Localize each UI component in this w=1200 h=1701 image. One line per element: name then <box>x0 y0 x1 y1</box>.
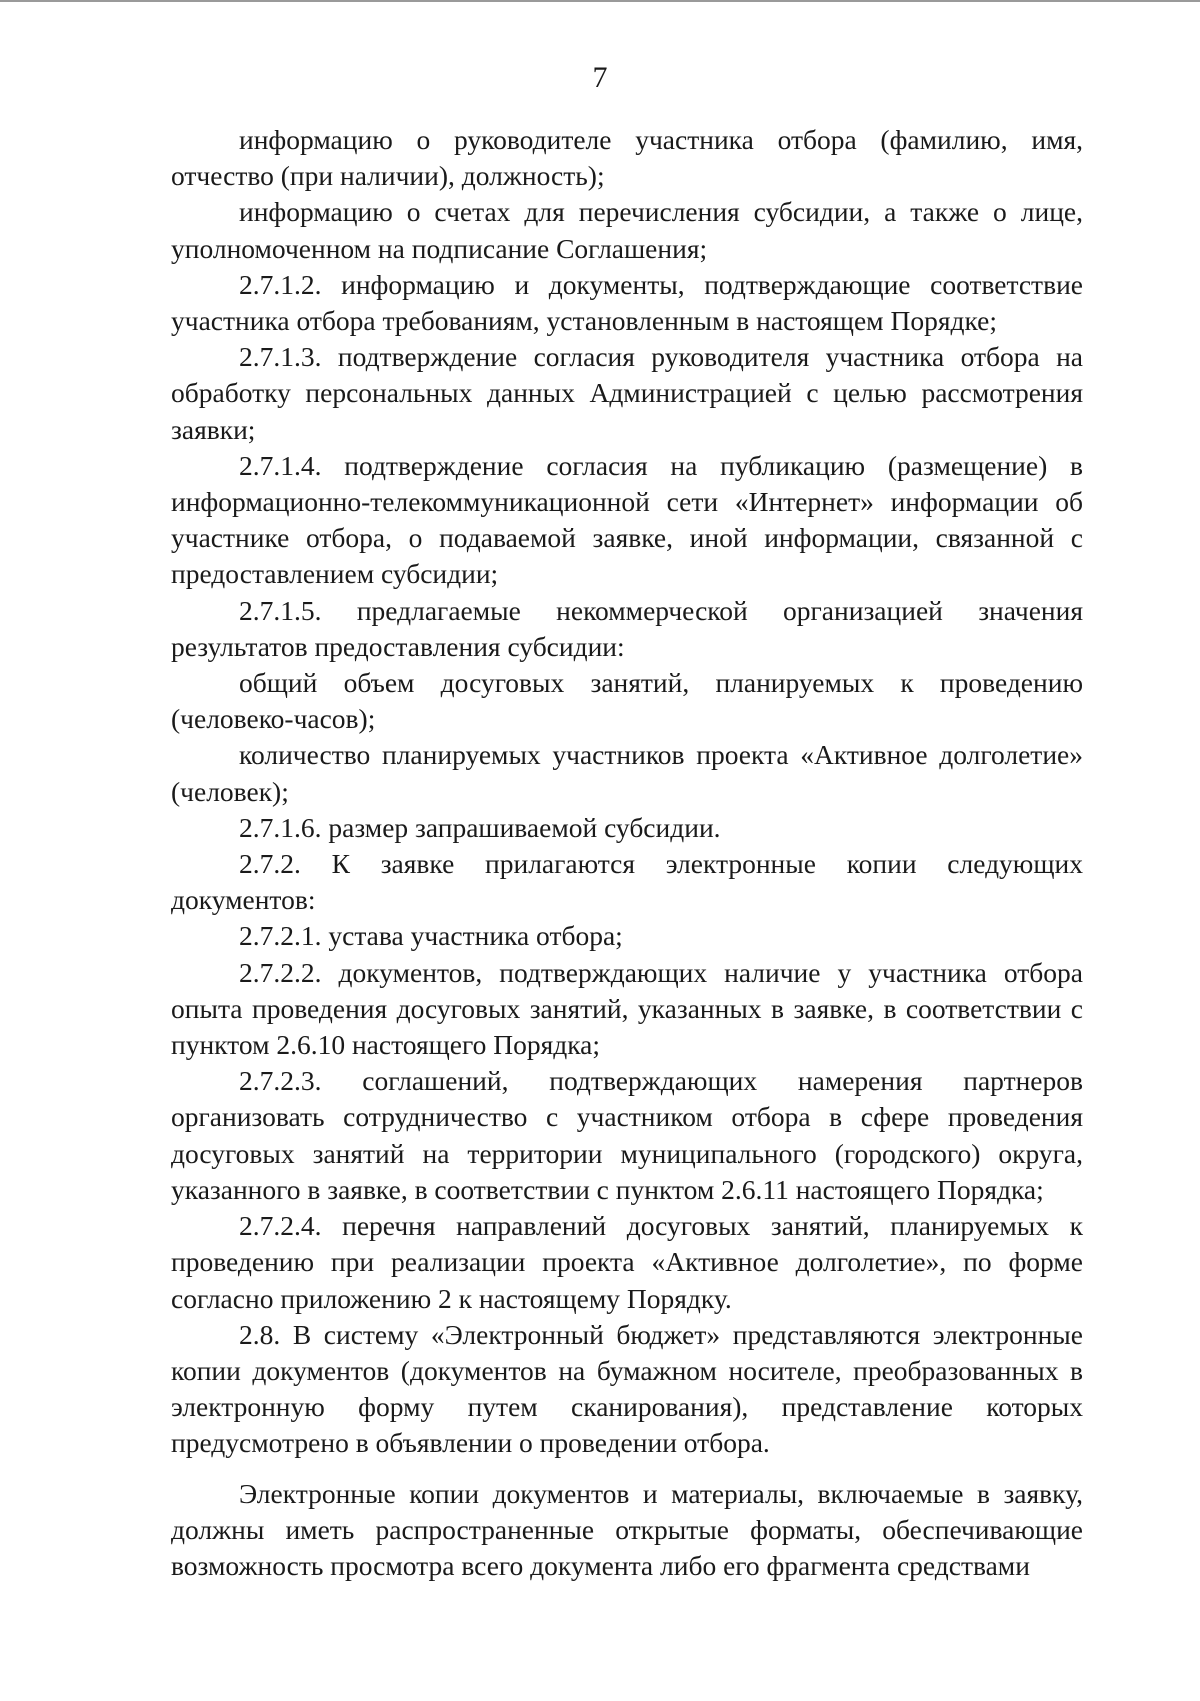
paragraph-leisure-volume: общий объем досуговых занятий, планируемых к проведению (человеко-часов); <box>171 667 1083 735</box>
paragraph-2-7-1-2: 2.7.1.2. информацию и документы, подтверждающие соответствие участника отбора требованиям, установленным в настоящем Порядке; <box>171 268 1083 337</box>
paragraph-accounts-info: информацию о счетах для перечисления субсидии, а также о лице, уполномоченном на подписание Соглашения; <box>171 196 1083 264</box>
scan-top-edge <box>0 0 1200 2</box>
paragraph-2-7-2-2: 2.7.2.2. документов, подтверждающих наличие у участника отбора опыта проведения досуговых занятий, указанных в заявке, в соответствии с пунктом 2.6.10 настоящего Порядка; <box>171 956 1083 1061</box>
paragraph-head-info: информацию о руководителе участника отбора (фамилию, имя, отчество (при наличии), должность); <box>171 124 1083 192</box>
paragraph-participants-count: количество планируемых участников проекта «Активное долголетие» (человек); <box>171 739 1083 807</box>
paragraph-2-7-2-1: 2.7.2.1. устава участника отбора; <box>239 920 623 952</box>
paragraph-2-7-2-3: 2.7.2.3. соглашений, подтверждающих намерения партнеров организовать сотрудничество с участником отбора в сфере проведения досуговых занятий на территории муниципального (городского) округа, указанного в заявке, в соответствии с пунктом 2.6.11 настоящего Порядка; <box>171 1065 1083 1205</box>
document-body <box>171 122 1083 1584</box>
paragraph-2-7-1-6: 2.7.1.6. размер запрашиваемой субсидии. <box>239 811 721 843</box>
paragraph-2-7-2-4: 2.7.2.4. перечня направлений досуговых занятий, планируемых к проведению при реализации проекта «Активное долголетие», по форме согласно приложению 2 к настоящему Порядку. <box>171 1210 1083 1314</box>
paragraph-2-7-1-4: 2.7.1.4. подтверждение согласия на публикацию (размещение) в информационно-телекоммуникационной сети «Интернет» информации об участнике отбора, о подаваемой заявке, иной информации, связанной с предоставлением субсидии; <box>171 449 1083 590</box>
paragraph-2-7-1-5: 2.7.1.5. предлагаемые некоммерческой организацией значения результатов предоставления субсидии: <box>171 594 1083 662</box>
paragraph-electronic-copies: Электронные копии документов и материалы, включаемые в заявку, должны иметь распространенные открытые форматы, обеспечивающие возможность просмотра всего документа либо его фрагмента средствами <box>171 1477 1083 1581</box>
paragraph-2-8: 2.8. В систему «Электронный бюджет» представляются электронные копии документов (документов на бумажном носителе, преобразованных в электронную форму путем сканирования), представление которых предусмотрено в объявлении о проведении отбора. <box>171 1318 1083 1459</box>
paragraph-2-7-1-3: 2.7.1.3. подтверждение согласия руководителя участника отбора на обработку персональных данных Администрацией с целью рассмотрения заявки; <box>171 341 1083 445</box>
paragraph-2-7-2: 2.7.2. К заявке прилагаются электронные копии следующих документов: <box>171 848 1083 916</box>
page-number: 7 <box>592 61 608 94</box>
